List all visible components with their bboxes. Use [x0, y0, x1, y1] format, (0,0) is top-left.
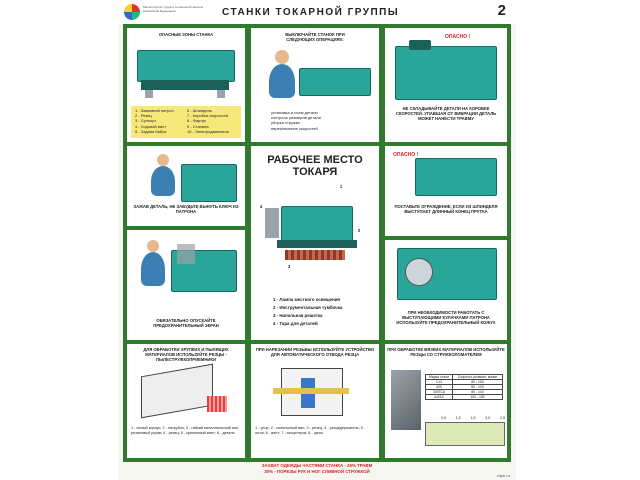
- lathe-illustration: [299, 68, 371, 96]
- feed-chart: [425, 422, 505, 446]
- cutter-with-breaker: [391, 370, 421, 430]
- panel-danger-zones: [127, 28, 245, 142]
- worker-head: [157, 154, 169, 166]
- ministry-logo-icon: [124, 4, 140, 20]
- footer-stats: ЗАХВАТ ОДЕЖДЫ ЧАСТЯМИ СТАНКА - 25% ТРАВМ 30% - ПОРЕЗЫ РУК И НОГ СЛИВНОЙ СТРУЖКОЙ: [261, 463, 373, 474]
- feed-scale: 0,5 1,0 1,5 2,0 2,5: [441, 416, 505, 420]
- key-caption: ЗАЖАВ ДЕТАЛЬ, НЕ ЗАБУДЬТЕ ВЫНУТЬ КЛЮЧ ИЗ ПАТРОНА: [133, 204, 239, 214]
- panel-guard-bar: [385, 146, 507, 236]
- shield-caption: ОБЯЗАТЕЛЬНО ОПУСКАЙТЕ ПРЕДОХРАНИТЕЛЬНЫЙ ЭКРАН: [153, 318, 219, 328]
- turnoff-caption: ВЫКЛЮЧАЙТЕ СТАНОК ПРИ СЛЕДУЮЩИХ ОПЕРАЦИЯХ:: [285, 32, 345, 42]
- worker-head: [147, 240, 159, 252]
- marker-2: 2: [357, 228, 361, 233]
- parts-on-box-icon: [409, 40, 431, 50]
- spindle-illustration: [415, 158, 497, 196]
- cutting-speed-table: Марка стали Скорость резания, м/мин Ст3 80 - 160 40Х 60 - 120 30ХГСА 80 - 140 ШХ15 100 - 150: [425, 374, 503, 400]
- tool-cabinet: [265, 208, 279, 238]
- poster-title: СТАНКИ ТОКАРНОЙ ГРУППЫ: [222, 7, 400, 18]
- zones-legend-col1: 1 - Зажимной патрон 2 - Резец 3 - Суппорт 4 - Ходовой винт 5 - Задняя бабка: [135, 108, 174, 134]
- chuck-icon: [405, 258, 433, 286]
- flexible-hose-icon: [207, 396, 227, 412]
- lathe-illustration: [137, 50, 235, 82]
- shaft: [273, 388, 349, 394]
- lathe-leg: [217, 90, 225, 98]
- zones-caption: ОПАСНЫЕ ЗОНЫ СТАНКА: [158, 32, 214, 37]
- lathe-bed: [141, 80, 229, 90]
- turnoff-list: установка и съем детали контроль размеров детали уборка стружки переключение скоростей: [271, 110, 321, 131]
- protective-screen: [177, 244, 195, 264]
- zones-legend-col2: 6 - Шпиндель 7 - Коробка скоростей 8 - Фартук 9 - Станина 10 - Электродвигатель: [187, 108, 229, 134]
- guardbar-caption: ПОСТАВЬТЕ ОГРАЖДЕНИЕ, ЕСЛИ ИЗ ШПИНДЕЛЯ ВЫСТУПАЕТ ДЛИННЫЙ КОНЕЦ ПРУТКА: [394, 204, 498, 214]
- danger-label: ОПАСНО !: [393, 152, 419, 158]
- chuck-illustration: [181, 164, 237, 202]
- threading-legend: 1 - упор; 2 - коленчатый вал; 3 - резец; 4 - резцедержатель; 5 - шток; 6 - винт; 7 - эксцентрик; 8 - щеки: [255, 426, 366, 435]
- worker-figure: [151, 166, 175, 196]
- worker-head: [275, 50, 289, 64]
- green-frame: [123, 24, 511, 462]
- panel-viscous: [385, 344, 507, 458]
- viscous-caption: ПРИ ОБРАБОТКЕ ВЯЗКИХ МАТЕРИАЛОВ ИСПОЛЬЗУЙТЕ РЕЗЦЫ СО СТРУЖКОЛОМАТЕЛЕМ: [387, 347, 505, 357]
- panel-turn-off: [251, 28, 379, 142]
- danger-label: ОПАСНО !: [445, 34, 471, 40]
- lathe-headstock: [395, 46, 497, 100]
- worker-figure: [269, 64, 295, 98]
- poster-header: [118, 0, 516, 24]
- chipbreaker-caption: ДЛЯ ОБРАБОТКИ ХРУПКИХ И ПЫЛЯЩИХ МАТЕРИАЛОВ ИСПОЛЬЗУЙТЕ РЕЗЦЫ - ПЫЛЕСТРУЖКОПРИЕМНИКИ: [143, 347, 229, 362]
- site-watermark: cdpk.ru: [496, 473, 510, 478]
- worker-figure: [141, 252, 165, 286]
- safety-poster: [118, 0, 516, 480]
- workplace-lathe: [281, 206, 353, 242]
- org-name: Министерство труда и социальной защиты Российской Федерации: [143, 5, 203, 13]
- lathe-leg: [145, 90, 153, 98]
- panel-shield: [127, 230, 245, 340]
- marker-3: 3: [287, 264, 291, 269]
- marker-1: 1: [339, 184, 343, 189]
- marker-4: 4: [259, 204, 263, 209]
- noparts-caption: НЕ СКЛАДЫВАЙТЕ ДЕТАЛИ НА КОРОБКЕ СКОРОСТЕЙ. УПАВШАЯ ОТ ВИБРАЦИИ ДЕТАЛЬ МОЖЕТ НАНЕСТИ ТРАВМУ: [395, 106, 497, 121]
- workplace-title: РАБОЧЕЕ МЕСТО ТОКАРЯ: [267, 154, 363, 178]
- workplace-legend: 1 - Лампа местного освещения 2 - Инструментальная тумбочка 3 - Напольная решетка 4 - Тара для деталей: [273, 297, 343, 326]
- lathe-bed: [277, 240, 357, 248]
- cutter-drawing: [141, 364, 213, 419]
- panel-threading: [251, 344, 379, 458]
- threading-caption: ПРИ НАРЕЗАНИИ РЕЗЬБЫ ИСПОЛЬЗУЙТЕ УСТРОЙСТВО ДЛЯ АВТОМАТИЧЕСКОГО ОТВОДА РЕЗЦА: [255, 347, 375, 357]
- cams-caption: ПРИ НЕОБХОДИМОСТИ РАБОТАТЬ С ВЫСТУПАЮЩИМИ КУЛАЧКАМИ ПАТРОНА ИСПОЛЬЗУЙТЕ ПРЕДОХРАНИТЕЛЬНЫЙ КОЖУХ: [396, 310, 496, 325]
- panel-workplace: [251, 146, 379, 340]
- panel-cams: [385, 240, 507, 340]
- panel-key: [127, 146, 245, 226]
- floor-grating: [285, 250, 345, 260]
- chipbreaker-legend: 1 - полый корпус; 2 - патрубок; 3 - гибкий металлический или резиновый рукав; 4 - резец; 5 - крепежный винт; 6 - деталь: [131, 426, 239, 435]
- panel-chip-breaker: [127, 344, 245, 458]
- panel-no-parts: [385, 28, 507, 142]
- poster-number: 2: [497, 2, 506, 19]
